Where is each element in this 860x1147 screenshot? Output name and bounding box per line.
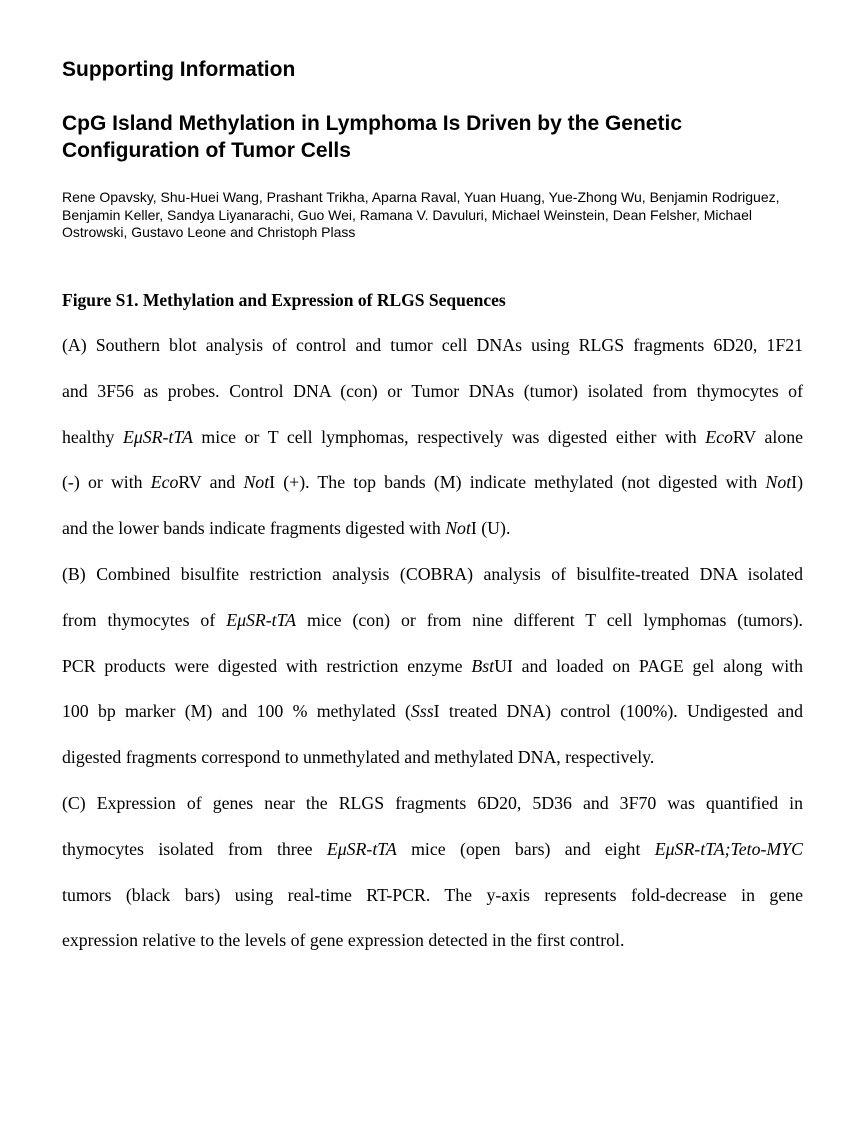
caption-line	[62, 334, 803, 380]
italic-term: EμSR-tTA;Teto-MYC	[654, 838, 803, 859]
caption-line	[62, 838, 803, 884]
caption-text: thymocytes isolated from three	[62, 838, 327, 859]
caption-text: I treated DNA) control (100%). Undigested and	[433, 701, 803, 722]
caption-line	[62, 655, 803, 701]
italic-term: EμSR-tTA	[326, 838, 397, 859]
caption-text: healthy	[62, 426, 123, 447]
caption-text: PCR products were digested with restriction enzyme	[62, 655, 472, 676]
author-line: Benjamin Keller, Sandya Liyanarachi, Guo Wei, Ramana V. Davuluri, Michael Weinstein, Dean Felsher, Michael	[62, 206, 752, 223]
caption-line	[62, 792, 803, 838]
caption-paragraph-b	[62, 563, 803, 792]
caption-line	[62, 563, 803, 609]
caption-text: mice or T cell lymphomas, respectively was digested either with	[192, 426, 706, 447]
caption-line	[62, 380, 803, 426]
paper-title-line: Configuration of Tumor Cells	[62, 139, 351, 162]
author-line: Ostrowski, Gustavo Leone and Christoph Plass	[62, 224, 356, 240]
figure-s1-title: Figure S1. Methylation and Expression of RLGS Sequences	[62, 290, 506, 310]
italic-term: Eco	[705, 426, 733, 447]
italic-term: Not	[445, 518, 471, 539]
italic-term: EμSR-tTA	[226, 609, 297, 630]
author-list	[62, 189, 803, 242]
caption-text: 100 bp marker (M) and 100 % methylated (	[62, 701, 411, 722]
caption-line	[62, 426, 803, 472]
caption-text: I (U).	[470, 518, 511, 539]
caption-text: expression relative to the levels of gene expression detected in the first control.	[62, 930, 625, 951]
caption-text: tumors (black bars) using real-time RT-PCR. The y-axis represents fold-decrease in gene	[62, 884, 803, 905]
italic-term: Bst	[471, 655, 495, 676]
paper-title-line: CpG Island Methylation in Lymphoma Is Driven by the Genetic	[62, 112, 682, 135]
caption-text: RV alone	[732, 426, 803, 447]
caption-text: (B) Combined bisulfite restriction analysis (COBRA) analysis of bisulfite-treated DNA isolated	[62, 564, 803, 584]
caption-text: from thymocytes of	[62, 609, 227, 630]
caption-line	[62, 929, 803, 975]
caption-text: (A) Southern blot analysis of control and tumor cell DNAs using RLGS fragments 6D20, 1F21	[62, 335, 803, 355]
caption-line	[62, 471, 803, 517]
caption-text: (-) or with	[62, 472, 151, 493]
caption-text: (C) Expression of genes near the RLGS fragments 6D20, 5D36 and 3F70 was quantified in	[62, 793, 803, 813]
caption-text: mice (open bars) and eight	[396, 838, 655, 859]
supporting-information-heading: Supporting Information	[62, 58, 296, 81]
caption-text: I)	[791, 472, 803, 493]
caption-line	[62, 746, 803, 792]
caption-paragraph-a	[62, 334, 803, 563]
italic-term: Eco	[150, 472, 179, 493]
caption-text: mice (con) or from nine different T cell lymphomas (tumors).	[296, 609, 803, 630]
caption-text: digested fragments correspond to unmethylated and methylated DNA, respectively.	[62, 747, 655, 768]
paper-title	[62, 110, 803, 164]
caption-text: I (+). The top bands (M) indicate methylated (not digested with	[269, 472, 766, 493]
caption-line	[62, 884, 803, 930]
caption-text: and 3F56 as probes. Control DNA (con) or Tumor DNAs (tumor) isolated from thymocytes of	[62, 380, 803, 401]
caption-text: UI and loaded on PAGE gel along with	[494, 655, 803, 676]
caption-line	[62, 517, 803, 563]
caption-line	[62, 609, 803, 655]
caption-text: RV and	[178, 472, 244, 493]
author-line: Rene Opavsky, Shu-Huei Wang, Prashant Trikha, Aparna Raval, Yuan Huang, Yue-Zhong Wu, Benjamin Rodriguez,	[62, 189, 780, 205]
italic-term: Not	[765, 472, 792, 493]
caption-line	[62, 700, 803, 746]
caption-text: and the lower bands indicate fragments digested with	[62, 518, 446, 539]
italic-term: EμSR-tTA	[122, 426, 193, 447]
caption-paragraph-c	[62, 792, 803, 975]
italic-term: Not	[243, 472, 270, 493]
italic-term: Sss	[410, 701, 434, 722]
